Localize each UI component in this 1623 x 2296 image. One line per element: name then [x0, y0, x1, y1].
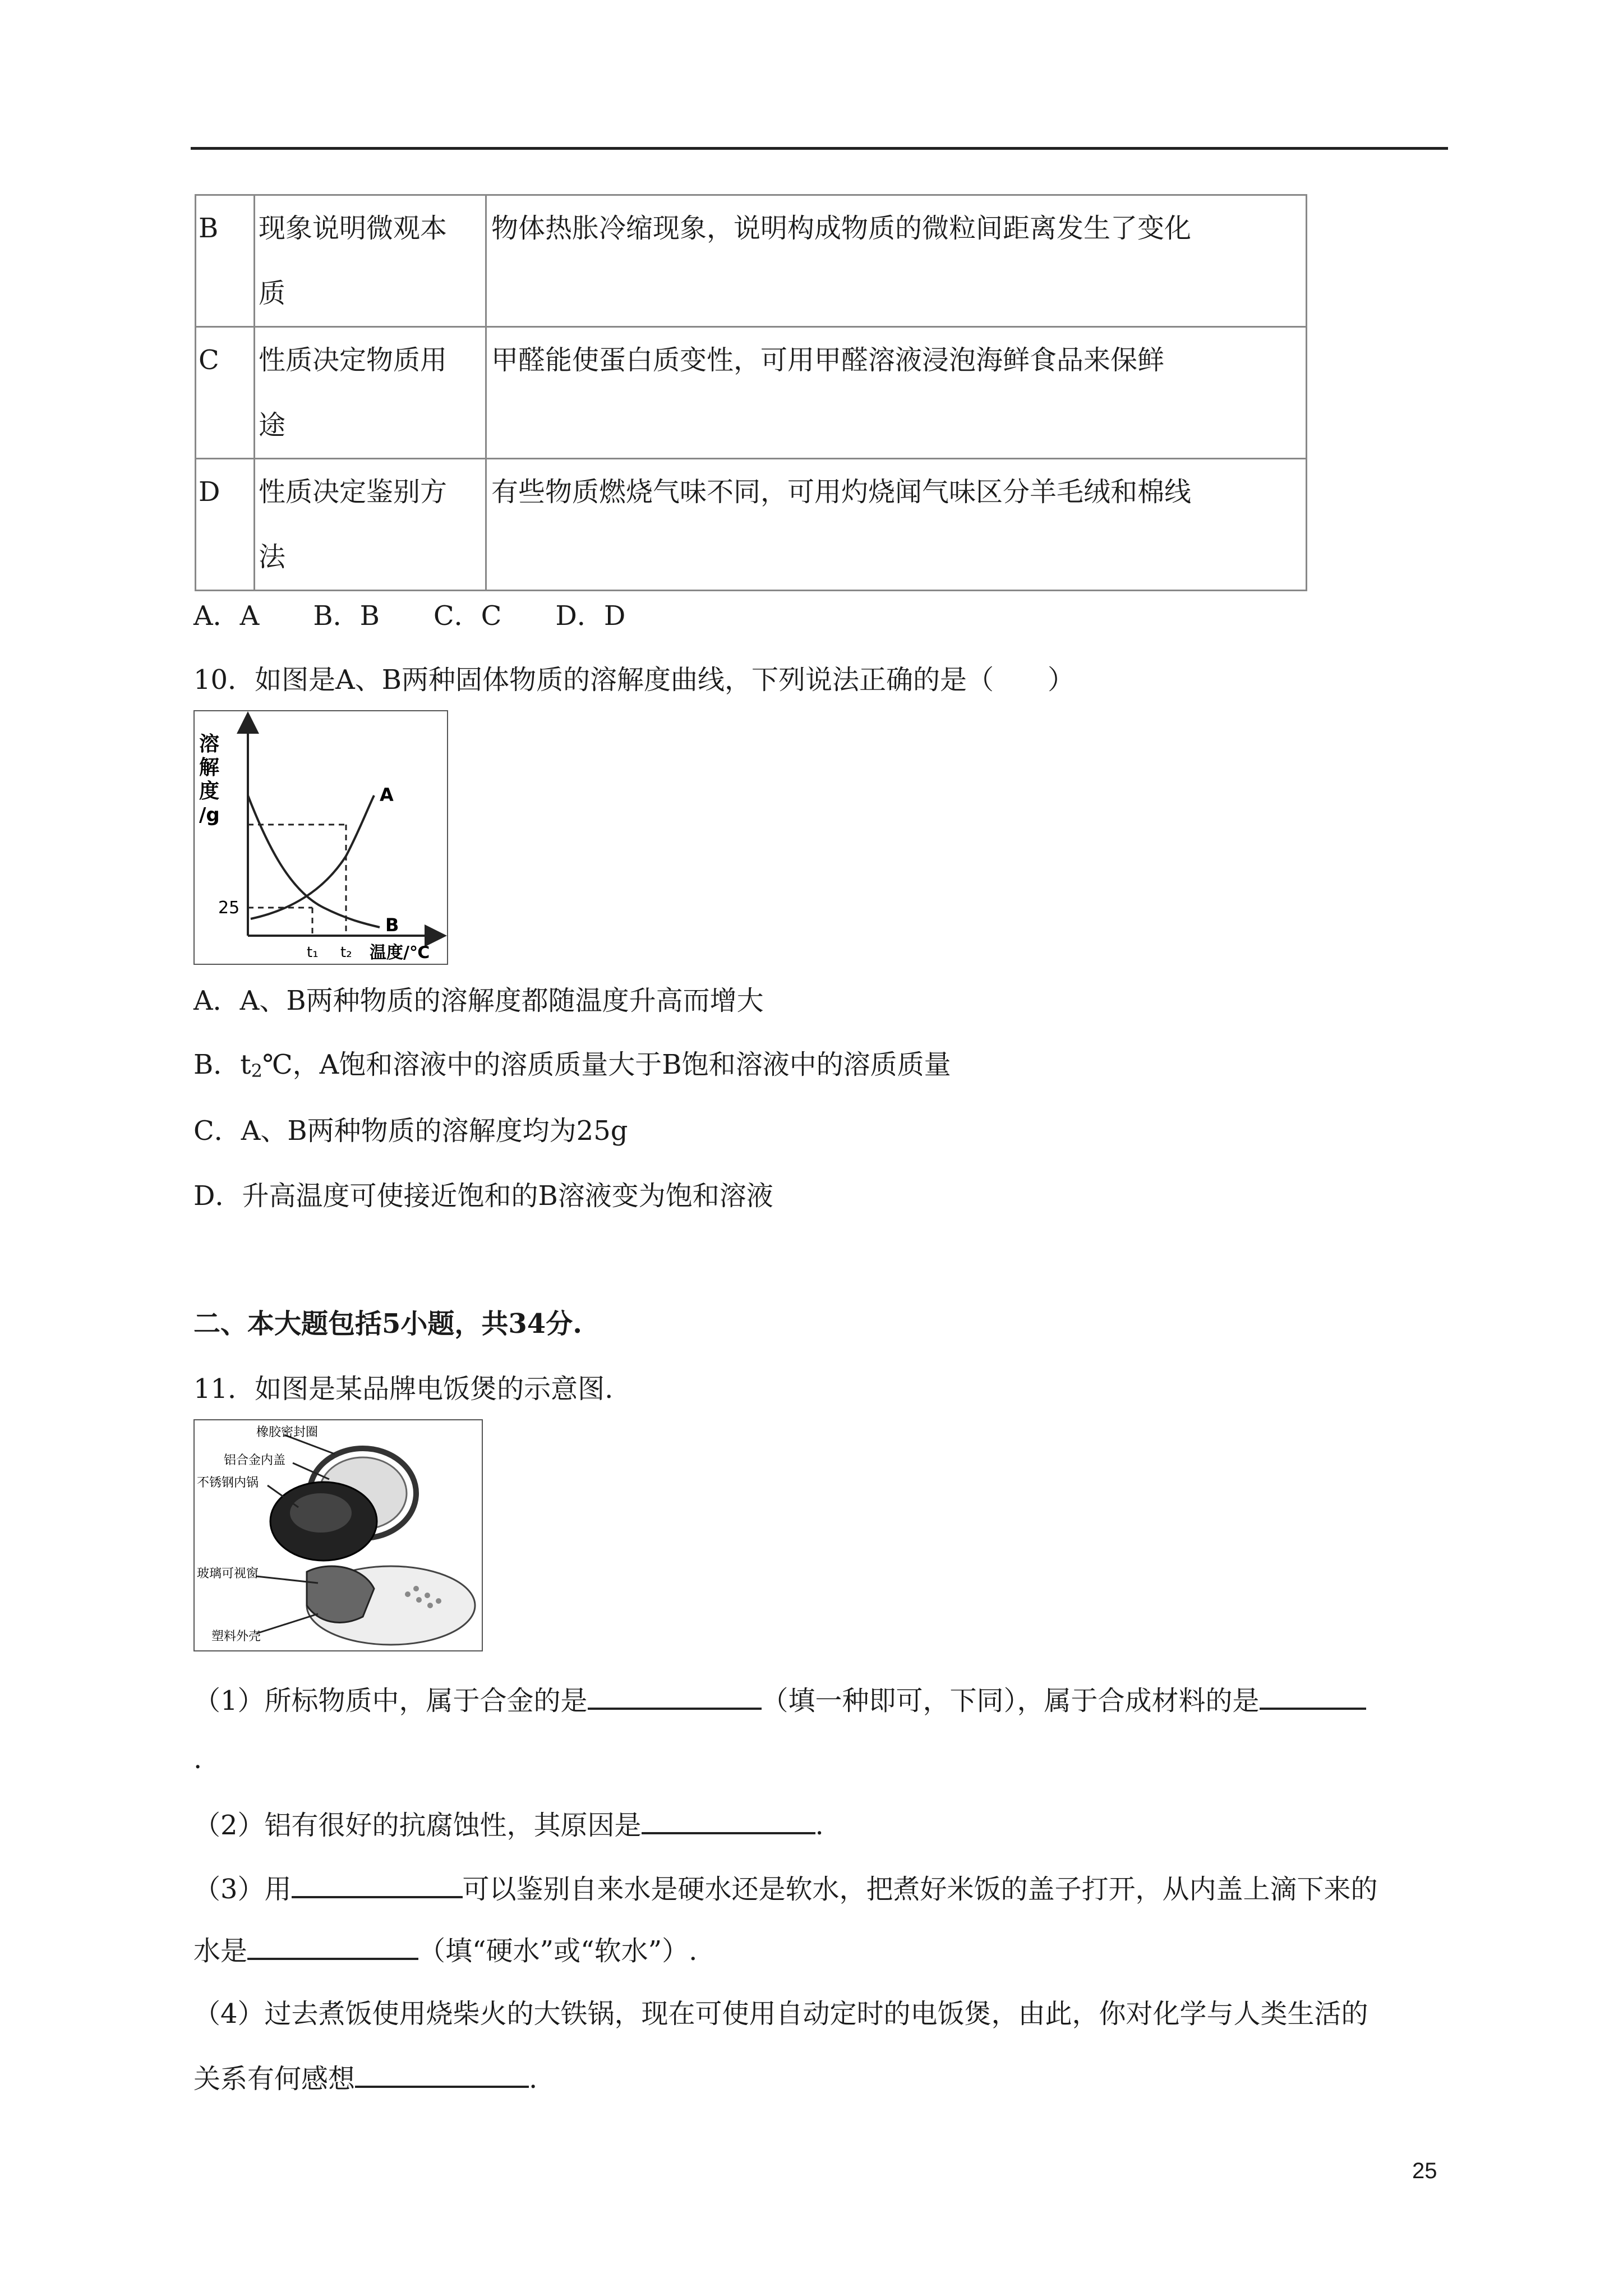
q11-part3-cont: 水是 （填“硬水”或“软水”）.: [193, 1932, 697, 1968]
row-category: 性质决定物质用 途: [255, 327, 486, 459]
q11-part4-cont: 关系有何感想 .: [193, 2060, 537, 2096]
table-row: [196, 459, 1307, 591]
q10-option-a: A．A、B两种物质的溶解度都随温度升高而增大: [193, 985, 764, 1016]
row-category: 性质决定鉴别方 法: [255, 459, 486, 591]
pointer-line: [256, 1614, 318, 1634]
figure-label: 塑料外壳: [211, 1630, 261, 1644]
y-tick-label: 25: [218, 898, 240, 918]
header-rule: [191, 147, 1448, 150]
row-letter: D: [196, 459, 255, 591]
answer-blank[interactable]: [355, 2060, 529, 2088]
inner-pot-rim: [290, 1493, 352, 1533]
figure-label: 橡胶密封圈: [256, 1425, 319, 1439]
q11-part2: （2）铝有很好的抗腐蚀性，其原因是 .: [193, 1806, 824, 1842]
options-table: [195, 194, 1307, 591]
table-row: [196, 327, 1307, 459]
q11-part1-end: .: [193, 1743, 202, 1775]
q11-part3: （3）用 可以鉴别自来水是硬水还是软水，把煮好米饭的盖子打开，从内盖上滴下来的: [193, 1870, 1378, 1906]
q11-stem: 11．如图是某品牌电饭煲的示意图.: [193, 1373, 614, 1405]
solubility-curve-figure: [193, 710, 448, 965]
curve-b-label: B: [385, 914, 399, 936]
row-description: 甲醛能使蛋白质变性，可用甲醛溶液浸泡海鲜食品来保鲜: [486, 327, 1307, 459]
row-letter: C: [196, 327, 255, 459]
x-tick-label: t₂: [340, 944, 352, 961]
row-letter: B: [196, 195, 255, 327]
ylabel-char: 溶: [199, 733, 220, 756]
answer-blank[interactable]: [247, 1932, 418, 1960]
ylabel-char: /g: [199, 804, 220, 826]
curve-a-label: A: [380, 784, 394, 806]
q9-options: A．A B．B C．C D．D: [193, 600, 626, 632]
figure-label: 玻璃可视窗: [197, 1567, 259, 1581]
figure-label: 不锈钢内锅: [197, 1476, 259, 1490]
q10-stem: 10．如图是A、B两种固体物质的溶解度曲线，下列说法正确的是（ ）: [193, 664, 1075, 696]
q10-option-d: D．升高温度可使接近饱和的B溶液变为饱和溶液: [193, 1180, 773, 1212]
x-axis-label: 温度/℃: [370, 943, 430, 963]
answer-blank[interactable]: [642, 1806, 815, 1834]
row-category: 现象说明微观本 质: [255, 195, 486, 327]
answer-blank[interactable]: [1260, 1682, 1366, 1710]
q10-option-b: B．t2℃，A饱和溶液中的溶质质量大于B饱和溶液中的溶质质量: [193, 1049, 951, 1082]
section-heading: 二、本大题包括5小题，共34分.: [193, 1308, 582, 1340]
answer-blank[interactable]: [588, 1682, 762, 1710]
table-row: [196, 195, 1307, 327]
curve-b: [248, 795, 380, 927]
x-tick-label: t₁: [307, 944, 319, 961]
answer-blank[interactable]: [292, 1870, 463, 1898]
q11-part1: （1）所标物质中，属于合金的是 （填一种即可，下同），属于合成材料的是: [193, 1682, 1366, 1718]
row-description: 物体热胀冷缩现象，说明构成物质的微粒间距离发生了变化: [486, 195, 1307, 327]
ylabel-char: 解: [199, 756, 220, 779]
ylabel-char: 度: [199, 780, 220, 803]
q11-part4: （4）过去煮饭使用烧柴火的大铁锅，现在可使用自动定时的电饭煲，由此，你对化学与人类生活的: [193, 1998, 1368, 2030]
q10-option-c: C．A、B两种物质的溶解度均为25g: [193, 1115, 628, 1147]
rice-cooker-figure: [193, 1419, 483, 1651]
figure-label: 铝合金内盖: [224, 1453, 286, 1467]
row-description: 有些物质燃烧气味不同，可用灼烧闻气味区分羊毛绒和棉线: [486, 459, 1307, 591]
page-number: 25: [1412, 2159, 1437, 2183]
